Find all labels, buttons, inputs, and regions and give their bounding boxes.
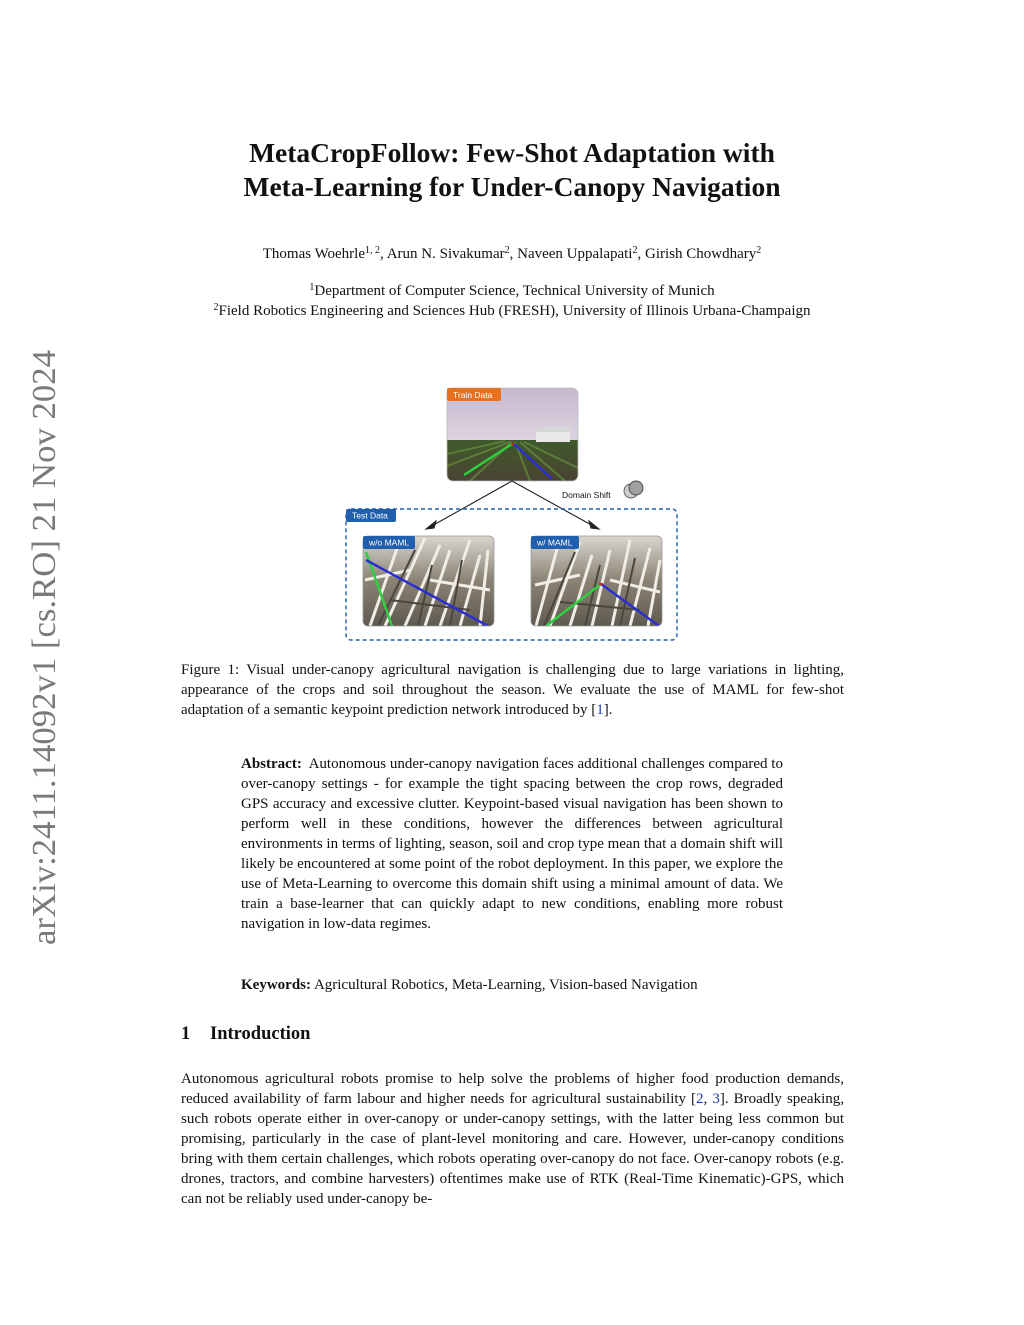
author-separator: ,	[637, 246, 645, 262]
author-affil-mark: 2	[504, 245, 510, 256]
left-panel-label: w/o MAML	[369, 537, 410, 548]
affiliation-text: Department of Computer Science, Technical University of Munich	[314, 283, 715, 299]
arxiv-stamp-text: arXiv:2411.14092v1 [cs.RO] 21 Nov 2024	[26, 362, 63, 945]
affiliation-list	[160, 281, 864, 321]
affiliation-num: 2	[213, 302, 219, 313]
section-title: Introduction	[210, 1024, 311, 1044]
train-image	[447, 388, 578, 481]
affiliation-text: Field Robotics Engineering and Sciences Hub (FRESH), University of Illinois Urbana-Champaign	[218, 303, 811, 319]
citation-link[interactable]: 2	[696, 1091, 704, 1107]
intro-text-2: ]. Broadly speaking, such robots operate either in over-canopy or under-canopy settings, with the latter being less common but promising, particularly in the case of plant-level monitoring and care. However, under-canopy conditions bring with them certain challenges, which robots operating over-canopy do not face. Over-canopy robots (e.g. drones, tractors, and combine harvesters) oftentimes make use of RTK (Real-Time Kinematic)-GPS, which can not be reliably used under-canopy be-	[181, 1091, 845, 1207]
abstract	[241, 754, 783, 934]
author-affil-mark: 2	[756, 245, 762, 256]
section-number: 1	[181, 1024, 191, 1044]
author-name: Girish Chowdhary	[644, 246, 757, 262]
title-line-2: Meta-Learning for Under-Canopy Navigation	[243, 171, 781, 202]
domain-shift-icon	[624, 481, 643, 498]
author-affil-mark: 2	[632, 245, 638, 256]
title-line-1: MetaCropFollow: Few-Shot Adaptation with	[249, 137, 775, 168]
arrows	[426, 481, 599, 529]
test-data-label: Test Data	[352, 510, 388, 521]
keywords-text: Agricultural Robotics, Meta-Learning, Vision-based Navigation	[313, 977, 698, 993]
arxiv-stamp	[24, 345, 64, 945]
affiliation-2	[160, 301, 864, 321]
intro-paragraph	[181, 1069, 844, 1209]
left-test-image	[363, 536, 494, 626]
author-separator: ,	[509, 246, 518, 262]
author-name: Thomas Woehrle	[262, 246, 366, 262]
author-affil-mark: 1, 2	[365, 245, 381, 256]
figure-caption	[181, 660, 844, 720]
right-panel-label: w/ MAML	[537, 537, 573, 548]
abstract-label: Abstract:	[241, 756, 302, 772]
figure-1	[330, 380, 694, 650]
citation-link[interactable]: 1	[596, 702, 604, 718]
section-heading	[181, 1024, 310, 1045]
affiliation-1	[160, 281, 864, 301]
domain-shift-label: Domain Shift	[562, 490, 611, 500]
citation-separator: ,	[703, 1091, 713, 1107]
keywords-label: Keywords:	[241, 977, 311, 993]
keywords	[241, 975, 783, 995]
right-test-image	[531, 536, 662, 626]
train-data-label: Train Data	[453, 390, 493, 400]
author-list	[160, 244, 864, 264]
affiliation-num: 1	[309, 282, 315, 293]
caption-end: ].	[603, 702, 613, 718]
citation-link[interactable]: 3	[712, 1091, 720, 1107]
intro-text-1: Autonomous agricultural robots promise to help solve the problems of higher food production demands, reduced availability of farm labour and higher needs for agricultural sustainability [	[181, 1071, 844, 1107]
author-separator: ,	[380, 246, 387, 262]
author-name: Naveen Uppalapati	[517, 246, 633, 262]
abstract-text: Autonomous under-canopy navigation faces additional challenges compared to over-canopy settings - for example the tight spacing between the crop rows, degraded GPS accuracy and excessive clutter. Keypoint-based visual navigation has been shown to perform well in these conditions, however the differences between agricultural environments in terms of lighting, season, soil and crop type mean that a domain shift will likely be encountered at some point of the robot deployment. In this paper, we explore the use of Meta-Learning to overcome this domain shift using a minimal amount of data. We train a base-learner that can quickly adapt to new conditions, enabling more robust navigation in low-data regimes.	[241, 756, 783, 932]
author-name: Arun N. Sivakumar	[386, 246, 505, 262]
paper-title	[160, 136, 864, 204]
caption-text: Figure 1: Visual under-canopy agricultural navigation is challenging due to large variations in lighting, appearance of the crops and soil throughout the season. We evaluate the use of MAML for few-shot adaptation of a semantic keypoint prediction network introduced by [	[181, 662, 844, 718]
